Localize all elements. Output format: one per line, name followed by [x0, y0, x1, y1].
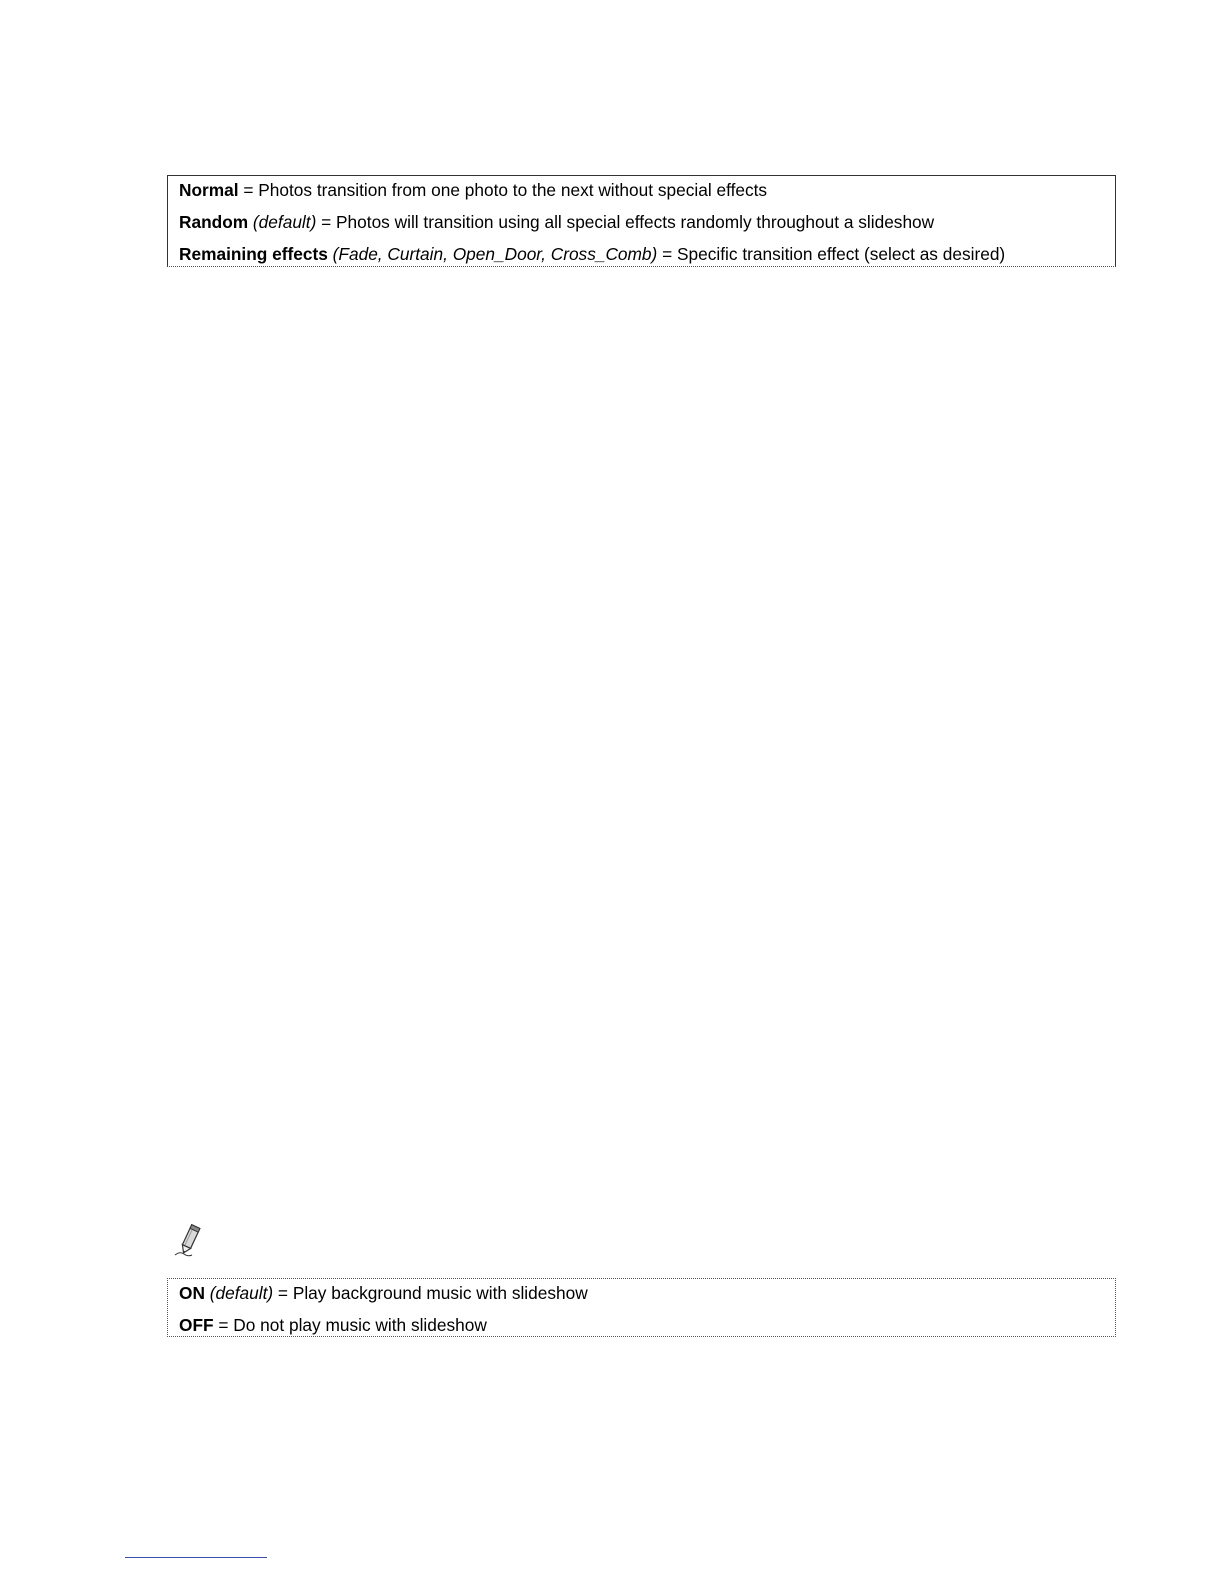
music-term: ON — [179, 1283, 205, 1303]
music-row-on — [179, 1283, 588, 1304]
transition-term: Normal — [179, 180, 239, 200]
transition-description: = Specific transition effect (select as desired) — [657, 244, 1006, 264]
music-row-off — [179, 1315, 487, 1336]
transition-description: = Photos transition from one photo to the next without special effects — [238, 180, 768, 200]
transition-qualifier: (Fade, Curtain, Open_Door, Cross_Comb) — [327, 244, 658, 264]
transition-term: Random — [179, 212, 249, 232]
transition-description: = Photos will transition using all special effects randomly throughout a slideshow — [316, 212, 935, 232]
pencil-note-icon — [172, 1222, 206, 1258]
transition-term: Remaining effects — [179, 244, 328, 264]
music-description: = Play background music with slideshow — [273, 1283, 588, 1303]
music-description: = Do not play music with slideshow — [213, 1315, 487, 1335]
transition-qualifier: (default) — [248, 212, 317, 232]
footnote-separator — [125, 1557, 267, 1558]
background-music-table — [167, 1278, 1116, 1337]
transition-row-random — [179, 212, 934, 233]
transition-row-remaining-effects — [179, 244, 1005, 265]
music-qualifier: (default) — [204, 1283, 274, 1303]
music-term: OFF — [179, 1315, 214, 1335]
transition-row-normal — [179, 180, 767, 201]
transition-effects-table — [167, 175, 1116, 267]
